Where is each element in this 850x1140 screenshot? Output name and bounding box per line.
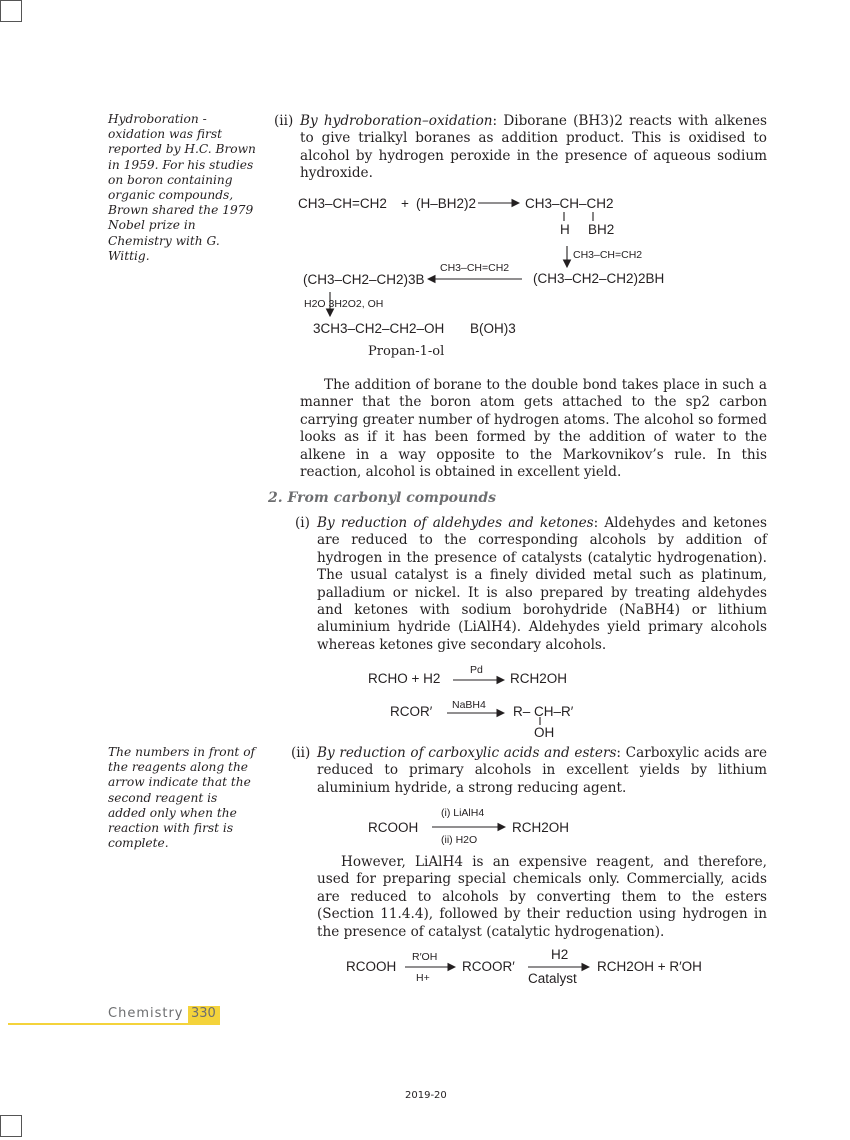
sidenote-reagent-order: The numbers in front of the reagents along the arrow indicate that the second reagent is added only when the reaction with first is complete. (108, 745, 256, 851)
item-text: : Carboxylic acids are reduced to primary alcohols in excellent yields by lithium aluminium hydride, a strong reducing agent. (317, 745, 767, 796)
ketone-product-oh: OH (534, 725, 555, 740)
ketone-reactant: RCOR′ (390, 704, 433, 719)
ester-intermediate: RCOOR′ (462, 959, 515, 974)
hydro-reactant-1: CH3–CH=CH2 (298, 196, 387, 211)
item-text: : Diborane (BH3)2 reacts with alkenes to give trialkyl boranes as addition product. This is oxidised to alcohol by hydrogen peroxide in the presence of aqueous sodium hydroxide. (300, 113, 767, 182)
hydro-plus: + (401, 196, 409, 211)
acid-product: RCH2OH (512, 820, 570, 835)
item-text: : Aldehydes and ketones are reduced to the corresponding alcohols by addition of hydrogen in the presence of catalysts (catalytic hydrogenation). The usual catalyst is a finely divided metal such as platinum, palladium or nickel. It is also prepared by treating aldehydes and ketones with sodium borohydride (NaBH4) or lithium aluminium hydride (LiAlH4). Aldehydes yield primary alcohols whereas ketones give secondary alcohols. (317, 515, 767, 653)
item-title: By reduction of aldehydes and ketones (317, 515, 594, 531)
hydro-final-name: Propan-1-ol (368, 344, 445, 359)
hydro-product-1-bh2: BH2 (588, 222, 615, 237)
item-title: By reduction of carboxylic acids and esters (317, 745, 617, 761)
footer-year: 2019-20 (405, 1090, 447, 1101)
ester-reactant: RCOOH (346, 959, 397, 974)
however-paragraph: However, LiAlH4 is an expensive reagent, and therefore, used for preparing special chemicals only. Commercially, acids are reduced to alcohols by converting them to the esters (Section 11.4.4), followed by their reduction using hydrogen in the presence of catalyst (catalytic hydrogenation). (317, 854, 767, 940)
aldehyde-reactant: RCHO + H2 (368, 671, 441, 686)
aldehyde-product: RCH2OH (510, 671, 568, 686)
item-number: (ii) (274, 113, 294, 129)
ester-reagent-2-top: H2 (551, 947, 569, 962)
hydro-step-3-reagent: CH3–CH=CH2 (440, 262, 510, 274)
ester-reagent-1-top: R′OH (412, 951, 438, 963)
ketone-reagent: NaBH4 (452, 699, 486, 711)
item-title: By hydroboration–oxidation (300, 113, 493, 129)
ester-reagent-1-bottom: H+ (416, 972, 430, 984)
footer-subject: Chemistry (108, 1006, 184, 1021)
item-number: (ii) (291, 745, 311, 761)
hydro-product-1-h: H (560, 222, 570, 237)
hydro-final-product: 3CH3–CH2–CH2–OH (313, 321, 445, 336)
sidenote-hydroboration: Hydroboration - oxidation was first reported by H.C. Brown in 1959. For his studies on boron containing organic compounds, Brown shared the 1979 Nobel prize in Chemistry with G. Wittig. (108, 112, 256, 263)
hydro-intermediate: (CH3–CH2–CH2)2BH (533, 271, 665, 286)
item-number: (i) (295, 515, 310, 531)
footer-page-number: 330 (188, 1006, 220, 1023)
hydro-product-1: CH3–CH–CH2 (525, 196, 614, 211)
aldehyde-reagent: Pd (470, 664, 483, 676)
ketone-product: R– CH–R′ (513, 704, 574, 719)
ester-product: RCH2OH + R′OH (597, 959, 702, 974)
ester-reagent-2-bottom: Catalyst (528, 971, 577, 986)
hydro-step-2-reagent: CH3–CH=CH2 (573, 249, 643, 261)
hydro-trialkylborane: (CH3–CH2–CH2)3B (303, 272, 425, 287)
acid-reactant: RCOOH (368, 820, 419, 835)
hydro-byproduct: B(OH)3 (470, 321, 516, 336)
addition-paragraph: The addition of borane to the double bond takes place in such a manner that the boron atom gets attached to the sp2 carbon carrying greater number of hydrogen atoms. The alcohol so formed looks as if it has been formed by the addition of water to the alkene in a way opposite to the Markovnikov’s rule. In this reaction, alcohol is obtained in excellent yield. (300, 377, 767, 481)
acid-reagent-top: (i) LiAlH4 (441, 807, 485, 819)
acid-reagent-bottom: (ii) H2O (441, 834, 478, 846)
section-heading-carbonyl: 2. From carbonyl compounds (268, 490, 497, 506)
hydro-oxidation-reagents: H2O 3H2O2, OH (304, 298, 384, 310)
hydro-diborane: (H–BH2)2 (416, 196, 477, 211)
footer-rule (8, 1023, 220, 1025)
